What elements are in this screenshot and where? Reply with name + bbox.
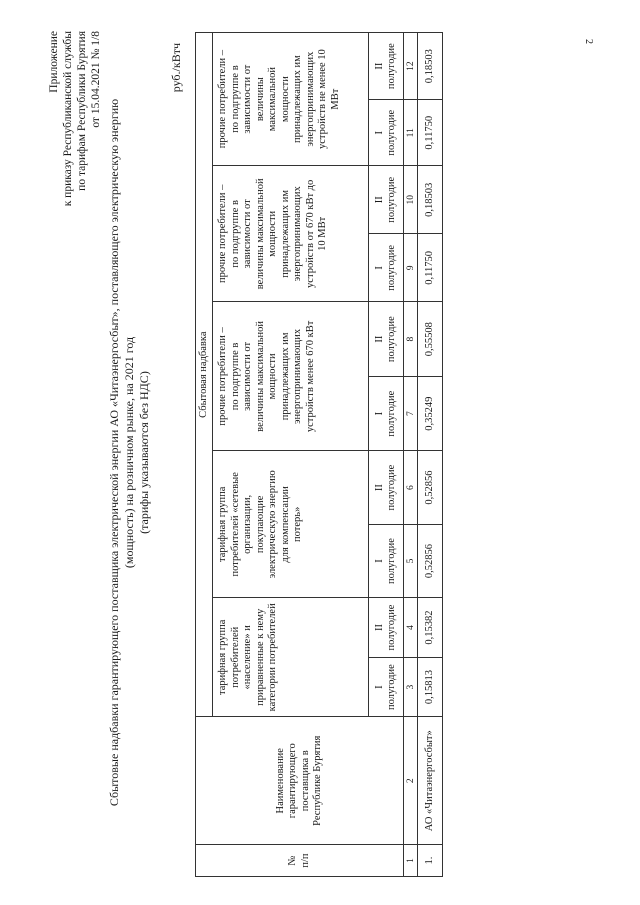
appendix-header [47, 31, 103, 331]
row-supplier-name: АО «Читаэнергосбыт» [418, 717, 443, 845]
value-cell: 0,11750 [418, 100, 443, 166]
value-cell: 0,55508 [418, 302, 443, 376]
header-num: № п/п [196, 845, 404, 877]
value-cell: 0,15813 [418, 657, 443, 717]
column-index-row [404, 33, 418, 877]
column-index: 2 [404, 717, 418, 845]
header-half-2: II полугодие [369, 166, 404, 234]
header-half-2: II полугодие [369, 451, 404, 524]
value-cell: 0,35249 [418, 376, 443, 450]
column-index: 8 [404, 302, 418, 376]
table-row [418, 33, 443, 877]
header-supplier-name: Наименование гарантирующего поставщика в Республике Бурятия [196, 717, 404, 845]
title-line: Сбытовые надбавки гарантирующего поставщика электрической энергии АО «Читаэнергосбыт», поставляющего электрическую энергию [107, 98, 121, 807]
appendix-line: от 15.04.2021 № 1/8 [90, 31, 102, 128]
tariff-table [195, 32, 443, 877]
title-line: (тарифы указываются без НДС) [137, 371, 151, 534]
column-index: 12 [404, 33, 418, 100]
header-group-population: тарифная группа потребителей «население» и приравненные к нему категории потребителей [213, 598, 369, 717]
appendix-line: Приложение [48, 31, 60, 93]
title-line: (мощность) на розничном рынке, на 2021 год [122, 336, 136, 569]
column-index: 6 [404, 451, 418, 524]
header-half-2: II полугодие [369, 33, 404, 100]
appendix-line: по тарифам Республики Бурятия [76, 31, 88, 191]
header-half-1: I полугодие [369, 524, 404, 597]
column-index: 1 [404, 845, 418, 877]
column-index: 5 [404, 524, 418, 597]
header-group-670-10: прочие потребители – по подгруппе в зависимости от величины максимальной мощности принадлежащих им энергопринимающих устройств от 670 кВт до 10 МВт [213, 166, 369, 302]
units-label: руб./кВтч [169, 43, 183, 93]
value-cell: 0,18503 [418, 33, 443, 100]
header-half-2: II полугодие [369, 598, 404, 658]
column-index: 7 [404, 376, 418, 450]
header-half-1: I полугодие [369, 234, 404, 302]
column-index: 4 [404, 598, 418, 658]
header-group-network: тарифная группа потребителей «сетевые организации, покупающие электрическую энергию для компенсации потерь» [213, 451, 369, 598]
header-sbyt-markup: Сбытовая надбавка [196, 33, 213, 717]
document-title [107, 25, 152, 880]
rotated-document [25, 25, 585, 880]
header-group-under-670: прочие потребители – по подгруппе в зависимости от величины максимальной мощности принадлежащих им энергопринимающих устройств менее 670 кВт [213, 302, 369, 451]
column-index: 11 [404, 100, 418, 166]
appendix-line: к приказу Республиканской службы [62, 31, 74, 207]
header-half-1: I полугодие [369, 657, 404, 717]
header-group-over-10: прочие потребители – по подгруппе в зависимости от величины максимальной мощности принадлежащих им энергопринимающих устройств не менее 10 МВт [213, 33, 369, 166]
value-cell: 0,52856 [418, 451, 443, 524]
column-index: 9 [404, 234, 418, 302]
header-half-1: I полугодие [369, 100, 404, 166]
column-index: 10 [404, 166, 418, 234]
header-half-2: II полугодие [369, 302, 404, 376]
page-number: 2 [583, 39, 594, 44]
value-cell: 0,15382 [418, 598, 443, 658]
value-cell: 0,18503 [418, 166, 443, 234]
header-half-1: I полугодие [369, 376, 404, 450]
value-cell: 0,11750 [418, 234, 443, 302]
row-number: 1. [418, 845, 443, 877]
value-cell: 0,52856 [418, 524, 443, 597]
column-index: 3 [404, 657, 418, 717]
